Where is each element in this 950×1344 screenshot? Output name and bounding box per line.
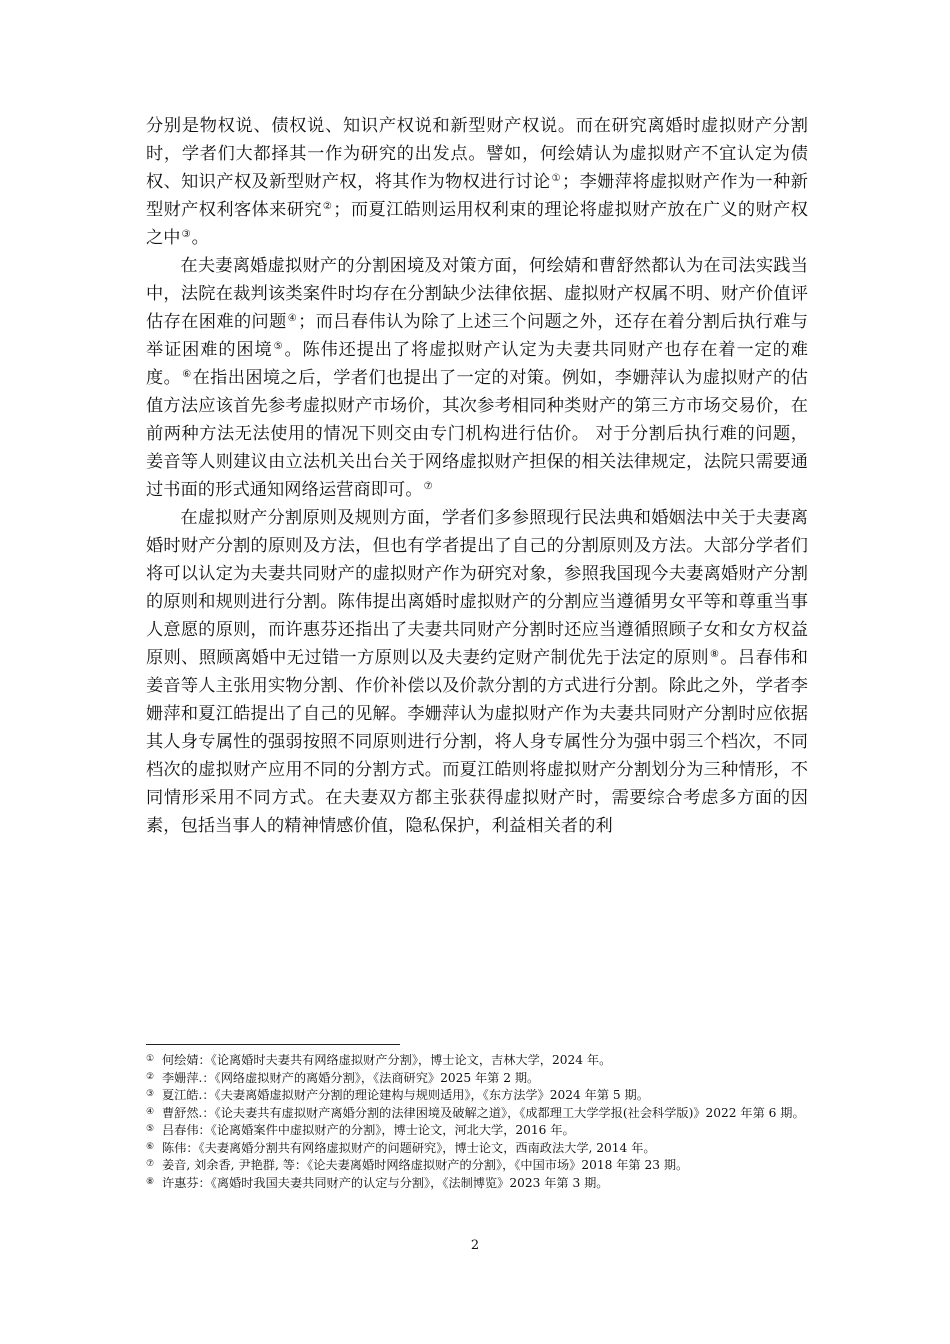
footnote-text: 许惠芬：《离婚时我国夫妻共同财产的认定与分割》，《法制博览》2023 年第 3 期。: [162, 1175, 609, 1190]
paragraph-text: 在虚拟财产分割原则及规则方面，学者们多参照现行民法典和婚姻法中关于夫妻离婚时财产分割的原则及方法，但也有学者提出了自己的分割原则及方法。大部分学者们将可以认定为夫妻共同财产的虚拟财产作为研究对象，参照我国现今夫妻离婚财产分割的原则和规则进行分割。陈伟提出离婚时虚拟财产的分割应当遵循男女平等和尊重当事人意愿的原则，而许惠芬还指出了夫妻共同财产分割时还应当遵循照顾子女和女方权益原则、照顾离婚中无过错一方原则以及夫妻约定财产制优先于法定的原则: [146, 508, 808, 668]
footnote-ref[interactable]: ③: [181, 229, 191, 240]
footnote-ref[interactable]: ④: [287, 313, 298, 324]
footnote-ref[interactable]: ②: [322, 201, 333, 212]
footnote-ref[interactable]: ⑤: [273, 341, 284, 352]
footnote-item: [146, 1052, 808, 1070]
footnote-mark: ①: [146, 1054, 155, 1064]
footnote-item: [146, 1157, 808, 1175]
paragraph-text: 。陈伟还提出了将虚拟财产认定为夫妻共同财产也存在着一定的难度。: [146, 340, 808, 388]
footnote-mark: ③: [146, 1089, 155, 1099]
footnote-mark: ④: [146, 1106, 155, 1117]
footnote-mark: ⑥: [146, 1141, 155, 1152]
page-number: 2: [470, 1238, 480, 1253]
footnote-ref[interactable]: ①: [551, 173, 561, 184]
footnote-text: 何绘婧：《论离婚时夫妻共有网络虚拟财产分割》，博士论文，吉林大学，2024 年。: [162, 1053, 612, 1067]
footnote-item: [146, 1175, 808, 1193]
footnote-item: [146, 1070, 808, 1088]
body-text: [146, 112, 808, 840]
footnote-text: 姜音, 刘余香, 尹艳群, 等：《论夫妻离婚时网络虚拟财产的分割》，《中国市场》2018 年第 23 期。: [162, 1158, 689, 1172]
footnote-text: 陈伟：《夫妻离婚分割共有网络虚拟财产的问题研究》，博士论文，西南政法大学, 2014 年。: [162, 1140, 656, 1155]
footnote-text: 夏江皓.：《夫妻离婚虚拟财产分割的理论建构与规则适用》，《东方法学》2024 年第 5 期。: [162, 1088, 649, 1102]
footnote-text: 李姗萍.：《网络虚拟财产的离婚分割》，《法商研究》2025 年第 2 期。: [162, 1070, 540, 1085]
footnote-divider: [146, 1044, 400, 1045]
footnote-item: [146, 1087, 808, 1105]
footnote-ref[interactable]: ⑥: [182, 369, 192, 380]
footnote-ref[interactable]: ⑦: [423, 481, 433, 492]
footnote-mark: ⑦: [146, 1159, 155, 1169]
paragraph-text: 分别是物权说、债权说、知识产权说和新型财产权说。而在研究离婚时虚拟财产分割时，学者们大都择其一作为研究的出发点。譬如，何绘婧认为虚拟财产不宜认定为债权、知识产权及新型财产权，将其作为物权进行讨论: [146, 116, 808, 192]
paragraph-text: ；李姗萍将虚拟财产作为一种新型财产权利客体来研究: [146, 172, 808, 220]
paragraph-text: ；而吕春伟认为除了上述三个问题之外，还存在着分割后执行难与举证困难的困境: [146, 312, 808, 360]
footnote-item: [146, 1105, 808, 1123]
footnote-text: 吕春伟：《论离婚案件中虚拟财产的分割》，博士论文，河北大学，2016 年。: [162, 1123, 575, 1137]
footnote-mark: ⑧: [146, 1176, 155, 1187]
footnote-mark: ②: [146, 1071, 155, 1082]
footnote-text: 曹舒然.：《论夫妻共有虚拟财产离婚分割的法律困境及破解之道》，《成都理工大学学报(社会科学版)》2022 年第 6 期。: [162, 1105, 805, 1120]
body-paragraph: [146, 112, 808, 252]
footnote-item: [146, 1122, 808, 1140]
paragraph-text: ；而夏江皓则运用权利束的理论将虚拟财产放在广义的财产权之中: [146, 200, 808, 248]
paragraph-text: 。吕春伟和姜音等人主张用实物分割、作价补偿以及价款分割的方式进行分割。除此之外，学者李姗萍和夏江皓提出了自己的见解。李姗萍认为虚拟财产作为夫妻共同财产分割时应依据其人身专属性的强弱按照不同原则进行分割，将人身专属性分为强中弱三个档次，不同档次的虚拟财产应用不同的分割方式。而夏江皓则将虚拟财产分割划分为三种情形，不同情形采用不同方式。在夫妻双方都主张获得虚拟财产时，需要综合考虑多方面的因素，包括当事人的精神情感价值，隐私保护，利益相关者的利: [146, 648, 808, 836]
paragraph-text: 。: [191, 228, 209, 248]
paragraph-text: 在夫妻离婚虚拟财产的分割困境及对策方面，何绘婧和曹舒然都认为在司法实践当中，法院在裁判该类案件时均存在分割缺少法律依据、虚拟财产权属不明、财产价值评估存在困难的问题: [146, 256, 808, 332]
footnote-ref[interactable]: ⑧: [709, 649, 720, 660]
body-paragraph: [146, 504, 808, 840]
footnote-item: [146, 1140, 808, 1158]
footnotes: [146, 1052, 808, 1192]
body-paragraph: [146, 252, 808, 504]
paragraph-text: 在指出困境之后，学者们也提出了一定的对策。例如，李姗萍认为虚拟财产的估值方法应该首先参考虚拟财产市场价，其次参考相同种类财产的第三方市场交易价，在前两种方法无法使用的情况下则交由专门机构进行估价。 对于分割后执行难的问题，姜音等人则建议由立法机关出台关于网络虚拟财产担保的相关法律规定，法院只需要通过书面的形式通知网络运营商即可。: [146, 368, 808, 500]
footnote-mark: ⑤: [146, 1124, 155, 1134]
